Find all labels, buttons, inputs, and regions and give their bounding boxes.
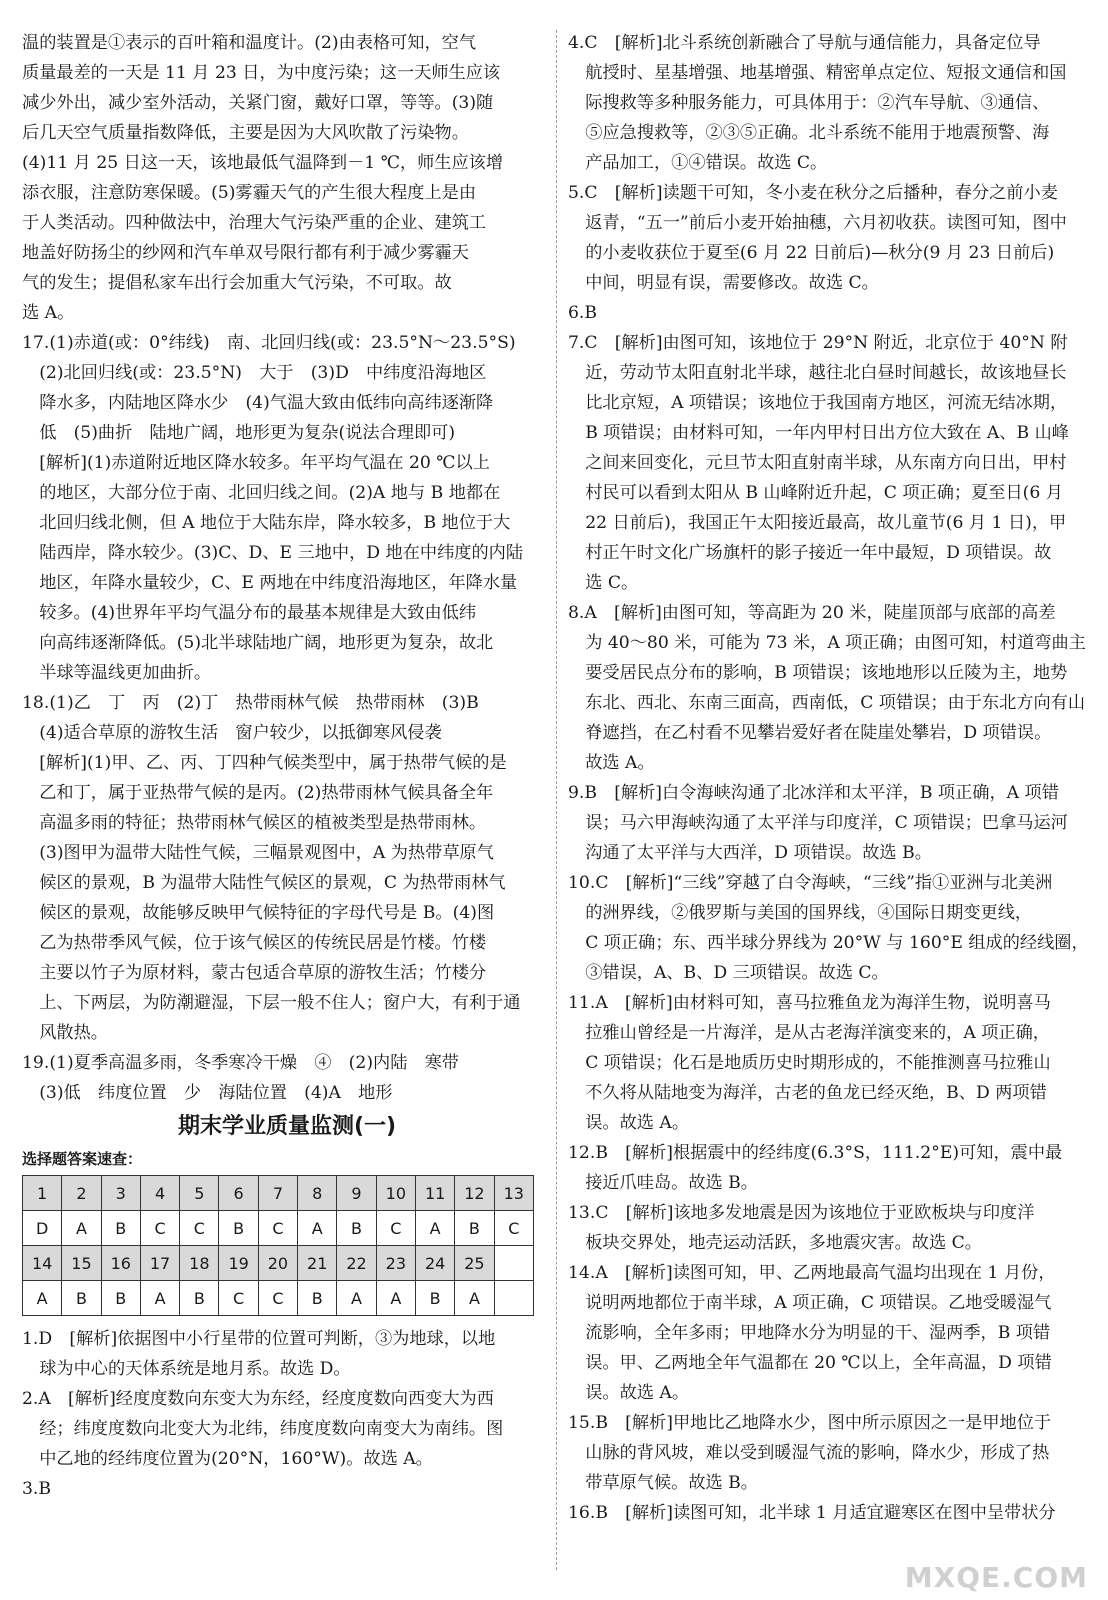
question-number-cell: 13 [494,1176,533,1211]
text-line: (3)低 纬度位置 少 海陆位置 (4)A 地形 [22,1083,393,1103]
question-number-cell: 11 [415,1176,454,1211]
text-line: 3.B [22,1479,52,1499]
text-line: 板块交界处，地壳运动活跃，多地震灾害。故选 C。 [568,1233,982,1253]
question-number-cell: 22 [337,1246,376,1281]
answer-cell: C [376,1211,415,1246]
answer-cell: C [180,1211,219,1246]
question-number-cell: 19 [219,1246,258,1281]
section-title: 期末学业质量监测(一) [177,1114,397,1139]
answer-cell: A [455,1281,494,1316]
question-number-cell: 24 [415,1246,454,1281]
text-line: 8.A [解析]由图可知，等高距为 20 米，陡崖顶部与底部的高差 [568,603,1056,623]
answer-table [22,1175,534,1316]
text-line: ③错误，A、B、D 三项错误。故选 C。 [568,963,889,983]
text-line: 北回归线北侧，但 A 地位于大陆东岸，降水较多，B 地位于大 [22,513,511,533]
question-number-cell: 5 [180,1176,219,1211]
answer-cell: A [376,1281,415,1316]
text-line: 向高纬逐渐降低。(5)北半球陆地广阔，地形更为复杂，故北 [22,633,494,653]
text-line: 球为中心的天体系统是地月系。故选 D。 [22,1359,351,1379]
text-line: 东北、西北、东南三面高，西南低，C 项错误；由于东北方向有山 [568,693,1086,713]
question-number-cell: 25 [455,1246,494,1281]
answer-cell: A [23,1281,62,1316]
text-line: 地盖好防扬尘的纱网和汽车单双号限行都有利于减少雾霾天 [22,243,469,263]
answer-table-label: 选择题答案速查： [22,1150,143,1168]
text-line: 添衣服，注意防寒保暖。(5)雾霾天气的产生很大程度上是由 [22,183,477,203]
text-line: 村民可以看到太阳从 B 山峰附近升起，C 项正确；夏至日(6 月 [568,483,1063,503]
text-line: 气的发生；提倡私家车出行会加重大气污染，不可取。故 [22,273,452,293]
text-line: 候区的景观，B 为温带大陆性气候区的景观，C 为热带雨林气 [22,873,506,893]
text-line: C 项正确；东、西半球分界线为 20°W 与 160°E 组成的经线圈， [568,933,1089,953]
text-line: 乙和丁，属于亚热带气候的是丙。(2)热带雨林气候具备全年 [22,783,494,803]
text-line: 比北京短，A 项错误；该地位于我国南方地区，河流无结冰期， [568,393,1068,413]
text-line: (3)图甲为温带大陆性气候，三幅景观图中，A 为热带草原气 [22,843,494,863]
left-column [22,28,552,1504]
text-line: 于人类活动。四种做法中，治理大气污染严重的企业、建筑工 [22,213,487,233]
text-line: 19.(1)夏季高温多雨，冬季寒冷干燥 ④ (2)内陆 寒带 [22,1053,459,1073]
text-line: 之间来回变化，元旦节太阳直射南半球，从东南方向日出，甲村 [568,453,1067,473]
answer-table-answer-row [23,1211,534,1246]
text-line: 16.B [解析]读图可知，北半球 1 月适宜避寒区在图中呈带状分 [568,1503,1056,1523]
text-line: 地区，年降水量较少，C、E 两地在中纬度沿海地区，年降水量 [22,573,518,593]
text-line: 5.C [解析]读题干可知，冬小麦在秋分之后播种，春分之前小麦 [568,183,1058,203]
text-line: (2)北回归线(或：23.5°N) 大于 (3)D 中纬度沿海地区 [22,363,487,383]
text-line: B 项错误；由材料可知，一年内甲村日出方位大致在 A、B 山峰 [568,423,1069,443]
watermark-logo: MXQE.COM [904,1561,1088,1594]
text-line: 13.C [解析]该地多发地震是因为该地位于亚欧板块与印度洋 [568,1203,1035,1223]
answer-cell: C [494,1211,533,1246]
text-line: 故选 A。 [568,753,655,773]
question-number-cell: 23 [376,1246,415,1281]
left-top-text [22,28,552,1108]
question-number-cell: 6 [219,1176,258,1211]
right-column [568,28,1094,1528]
text-line: 2.A [解析]经度度数向东变大为东经，经度度数向西变大为西 [22,1389,494,1409]
text-line: [解析](1)甲、乙、丙、丁四种气候类型中，属于热带气候的是 [22,753,507,773]
answer-cell: C [258,1211,297,1246]
question-number-cell: 8 [298,1176,337,1211]
right-text [568,28,1094,1528]
answer-cell: C [258,1281,297,1316]
answer-cell: B [415,1281,454,1316]
answer-cell: B [455,1211,494,1246]
text-line: 误；马六甲海峡沟通了太平洋与印度洋，C 项错误；巴拿马运河 [568,813,1068,833]
text-line: 主要以竹子为原材料，蒙古包适合草原的游牧生活；竹楼分 [22,963,487,983]
answer-table-answer-row [23,1281,534,1316]
text-line: 经；纬度度数向北变大为北纬，纬度度数向南变大为南纬。图 [22,1419,504,1439]
question-number-cell: 18 [180,1246,219,1281]
text-line: 接近爪哇岛。故选 B。 [568,1173,758,1193]
left-bottom-text [22,1324,552,1504]
question-number-cell: 2 [62,1176,101,1211]
text-line: 选 C。 [568,573,639,593]
answer-cell: C [219,1281,258,1316]
answer-cell: B [337,1211,376,1246]
text-line: 7.C [解析]由图可知，该地位于 29°N 附近，北京位于 40°N 附 [568,333,1068,353]
text-line: 22 日前后)，我国正午太阳接近最高，故儿童节(6 月 1 日)，甲 [568,513,1067,533]
text-line: 中乙地的经纬度位置为(20°N，160°W)。故选 A。 [22,1449,433,1469]
text-line: 18.(1)乙 丁 丙 (2)丁 热带雨林气候 热带雨林 (3)B [22,693,479,713]
answer-cell: B [219,1211,258,1246]
text-line: 后几天空气质量指数降低，主要是因为大风吹散了污染物。 [22,123,469,143]
text-line: 1.D [解析]依据图中小行星带的位置可判断，③为地球，以地 [22,1329,496,1349]
text-line: 14.A [解析]读图可知，甲、乙两地最高气温均出现在 1 月份， [568,1263,1056,1283]
question-number-cell: 1 [23,1176,62,1211]
text-line: 沟通了太平洋与大西洋，D 项错误。故选 B。 [568,843,932,863]
text-line: 村正午时文化广场旗杆的影子接近一年中最短，D 项错误。故 [568,543,1052,563]
text-line: 近，劳动节太阳直射北半球，越往北白昼时间越长，故该地昼长 [568,363,1067,383]
text-line: 中间，明显有误，需要修改。故选 C。 [568,273,879,293]
text-line: 减少外出，减少室外活动，关紧门窗，戴好口罩，等等。(3)随 [22,93,494,113]
text-line: 误。故选 A。 [568,1383,690,1403]
text-line: 15.B [解析]甲地比乙地降水少，图中所示原因之一是甲地位于 [568,1413,1052,1433]
text-line: 流影响，全年多雨；甲地降水分为明显的干、湿两季，B 项错 [568,1323,1051,1343]
answer-table-number-row [23,1246,534,1281]
text-line: 11.A [解析]由材料可知，喜马拉雅鱼龙为海洋生物，说明喜马 [568,993,1051,1013]
column-divider [556,30,557,1570]
text-line: 选 A。 [22,303,75,323]
answer-cell: B [101,1211,140,1246]
answer-cell: C [140,1211,179,1246]
question-number-cell: 15 [62,1246,101,1281]
text-line: 的洲界线，②俄罗斯与美国的国界线，④国际日期变更线， [568,903,1033,923]
text-line: 较多。(4)世界年平均气温分布的最基本规律是大致由低纬 [22,603,477,623]
answer-cell: A [298,1211,337,1246]
answer-table-number-row [23,1176,534,1211]
answer-cell: B [101,1281,140,1316]
text-line: 不久将从陆地变为海洋，古老的鱼龙已经灭绝，B、D 两项错 [568,1083,1047,1103]
text-line: 山脉的背风坡，难以受到暖湿气流的影响，降水少，形成了热 [568,1443,1050,1463]
text-line: 误。甲、乙两地全年气温都在 20 ℃以上，全年高温，D 项错 [568,1353,1052,1373]
text-line: 降水多，内陆地区降水少 (4)气温大致由低纬向高纬逐渐降 [22,393,494,413]
text-line: 为 40～80 米，可能为 73 米，A 项正确；由图可知，村道弯曲主 [568,633,1086,653]
question-number-cell: 16 [101,1246,140,1281]
answer-cell: A [140,1281,179,1316]
text-line: 陆西岸，降水较少。(3)C、D、E 三地中，D 地在中纬度的内陆 [22,543,524,563]
text-line: 拉雅山曾经是一片海洋，是从古老海洋演变来的，A 项正确， [568,1023,1050,1043]
answer-cell: A [337,1281,376,1316]
answer-cell [494,1281,533,1316]
answer-cell: B [62,1281,101,1316]
question-number-cell [494,1246,533,1281]
question-number-cell: 17 [140,1246,179,1281]
text-line: 17.(1)赤道(或：0°纬线) 南、北回归线(或：23.5°N～23.5°S) [22,333,516,353]
question-number-cell: 10 [376,1176,415,1211]
text-line: 4.C [解析]北斗系统创新融合了导航与通信能力，具备定位导 [568,33,1041,53]
text-line: [解析](1)赤道附近地区降水较多。年平均气温在 20 ℃以上 [22,453,490,473]
question-number-cell: 9 [337,1176,376,1211]
text-line: (4)适合草原的游牧生活 窗户较少，以抵御寒风侵袭 [22,723,442,743]
answer-cell: B [180,1281,219,1316]
text-line: 误。故选 A。 [568,1113,690,1133]
answer-cell: A [415,1211,454,1246]
answer-cell: B [298,1281,337,1316]
question-number-cell: 7 [258,1176,297,1211]
text-line: 要受居民点分布的影响，B 项错误；该地地形以丘陵为主，地势 [568,663,1068,683]
text-line: ⑤应急搜救等，②③⑤正确。北斗系统不能用于地震预警、海 [568,123,1050,143]
question-number-cell: 20 [258,1246,297,1281]
question-number-cell: 21 [298,1246,337,1281]
text-line: 产品加工，①④错误。故选 C。 [568,153,828,173]
text-line: 带草原气候。故选 B。 [568,1473,758,1493]
question-number-cell: 12 [455,1176,494,1211]
text-line: 半球等温线更加曲折。 [22,663,212,683]
answer-cell: D [23,1211,62,1246]
text-line: 10.C [解析]“三线”穿越了白令海峡，“三线”指①亚洲与北美洲 [568,873,1053,893]
text-line: 6.B [568,303,598,323]
text-line: 的地区，大部分位于南、北回归线之间。(2)A 地与 B 地都在 [22,483,501,503]
text-line: C 项错误；化石是地质历史时期形成的，不能推测喜马拉雅山 [568,1053,1051,1073]
text-line: 12.B [解析]根据震中的经纬度(6.3°S，111.2°E)可知，震中最 [568,1143,1063,1163]
text-line: 航授时、星基增强、地基增强、精密单点定位、短报文通信和国 [568,63,1067,83]
text-line: 高温多雨的特征；热带雨林气候区的植被类型是热带雨林。 [22,813,487,833]
question-number-cell: 4 [140,1176,179,1211]
text-line: 低 (5)曲折 陆地广阔，地形更为复杂(说法合理即可) [22,423,456,443]
text-line: 9.B [解析]白令海峡沟通了北冰洋和太平洋，B 项正确，A 项错 [568,783,1059,803]
text-line: 说明两地都位于南半球，A 项正确，C 项错误。乙地受暖湿气 [568,1293,1052,1313]
text-line: 脊遮挡，在乙村看不见攀岩爱好者在陡崖处攀岩，D 项错误。 [568,723,1052,743]
text-line: 乙为热带季风气候，位于该气候区的传统民居是竹楼。竹楼 [22,933,487,953]
text-line: 返青，“五一”前后小麦开始抽穗，六月初收获。读图可知，图中 [568,213,1067,233]
text-line: 际搜救等多种服务能力，可具体用于：②汽车导航、③通信、 [568,93,1050,113]
text-line: 上、下两层，为防潮避湿，下层一般不住人；窗户大，有利于通 [22,993,521,1013]
text-line: 的小麦收获位于夏至(6 月 22 日前后)—秋分(9 月 23 日前后) [568,243,1055,263]
text-line: 温的装置是①表示的百叶箱和温度计。(2)由表格可知，空气 [22,33,477,53]
text-line: 候区的景观，故能够反映甲气候特征的字母代号是 B。(4)图 [22,903,495,923]
text-line: 风散热。 [22,1023,108,1043]
answer-cell: A [62,1211,101,1246]
text-line: 质量最差的一天是 11 月 23 日，为中度污染；这一天师生应该 [22,63,501,83]
question-number-cell: 14 [23,1246,62,1281]
question-number-cell: 3 [101,1176,140,1211]
text-line: (4)11 月 25 日这一天，该地最低气温降到－1 ℃，师生应该增 [22,153,504,173]
